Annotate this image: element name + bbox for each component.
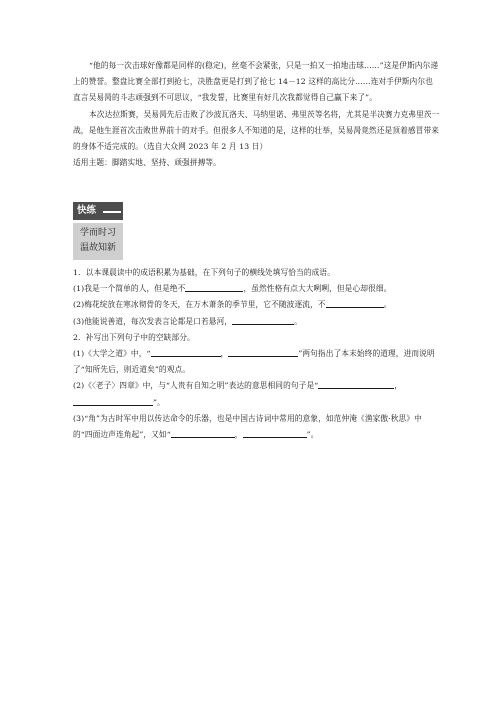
- badge-title: 快练: [77, 205, 97, 216]
- q2-2-text-c: ”。: [153, 397, 165, 407]
- q2-1-text-c: ”两句指出了本末始终的道理，进而说明了“知所先后，则近道矣”的观点。: [73, 349, 435, 375]
- q1-3-text-b: 。: [294, 316, 302, 326]
- question-2-3: [73, 411, 440, 443]
- q2-3-text-c: ”。: [306, 430, 319, 440]
- q1-3-text-a: (3)他能说善道，每次发表言论都是口若悬河，: [73, 316, 233, 326]
- question-2-2: [73, 378, 440, 410]
- q1-1-text-a: (1)我是一个简单的人，但是绝不: [73, 284, 186, 294]
- applicable-theme: 适用主题：脚踏实地、坚持、顽强拼搏等。: [73, 158, 221, 168]
- answer-blank[interactable]: [243, 428, 307, 438]
- answer-blank[interactable]: [326, 298, 384, 308]
- answer-blank[interactable]: [318, 379, 394, 389]
- q1-1-text-b: ，虽然性格有点大大咧咧，但是心却很细。: [243, 284, 392, 294]
- passage: [73, 58, 440, 171]
- q2-3-text-a: (3)“角”为古时军中用以传达命令的乐器，也是中国古诗词中常用的意象，如范仲淹《渔家傲·秋思》中的“四面边声连角起”，又如“: [73, 413, 422, 440]
- passage-paragraph-1: “他的每一次击球好像都是同样的(稳定)，丝毫不会紧张，只是一拍又一拍地击球……”这是伊斯内尔递上的赞誉。整盘比赛全部打到抢七，决胜盘更是打到了抢七 14－12 这样的高比分……连对手伊斯内尔也直言吴易昺的斗志顽强到不可思议，“我发誓，比赛里有好几次我都觉得自己赢下来了”。: [73, 61, 439, 103]
- badge-line-1: 学而时习: [79, 228, 116, 238]
- question-1-3: [73, 314, 440, 330]
- question-2-title: 2．补写出下列句子中的空缺部分。: [73, 332, 195, 342]
- question-1-2: [73, 297, 440, 313]
- q1-2-text-b: 。: [383, 300, 392, 310]
- practice-badge: [73, 202, 123, 260]
- q2-2-text-a: (2)《〈老子〉四章》中，与“人贵有自知之明”表达的意思相同的句子是“: [73, 381, 319, 391]
- question-1-title: 1．以本课晨读中的成语积累为基础，在下列句子的横线处填写恰当的成语。: [73, 268, 335, 277]
- q2-3-text-b: ，: [234, 430, 243, 440]
- question-1-1: [73, 281, 440, 297]
- answer-blank[interactable]: [232, 315, 294, 325]
- q2-1-text-b: ，: [220, 349, 229, 359]
- answer-blank[interactable]: [171, 428, 235, 438]
- question-2-1: [73, 346, 440, 378]
- exercises: [73, 265, 440, 443]
- answer-blank[interactable]: [73, 396, 153, 406]
- passage-paragraph-2: 本次达拉斯赛，吴易昺先后击败了沙波瓦洛夫、马纳里诺、弗里茨等名将，尤其是半决赛力克弗里茨一战，是他生涯首次击败世界前十的对手。但很多人不知道的是，这样的壮举，吴易昺竟然还是顶着感冒带来的身体不适完成的。（选自大众网 2023 年 2 月 13 日）: [73, 109, 440, 152]
- answer-blank[interactable]: [228, 347, 298, 357]
- badge-header: [73, 202, 123, 220]
- q2-2-text-b: ，: [394, 381, 403, 391]
- badge-body: [73, 223, 123, 260]
- badge-dash-decoration: [103, 211, 121, 213]
- answer-blank[interactable]: [185, 282, 243, 292]
- q1-2-text-a: (2)梅花绽放在寒冰彻骨的冬天，在万木萧条的季节里，它不随波逐流，不: [73, 300, 326, 310]
- badge-line-2: 温故知新: [79, 243, 116, 253]
- q2-1-text-a: (1)《大学之道》中，“: [73, 349, 151, 359]
- answer-blank[interactable]: [151, 347, 221, 357]
